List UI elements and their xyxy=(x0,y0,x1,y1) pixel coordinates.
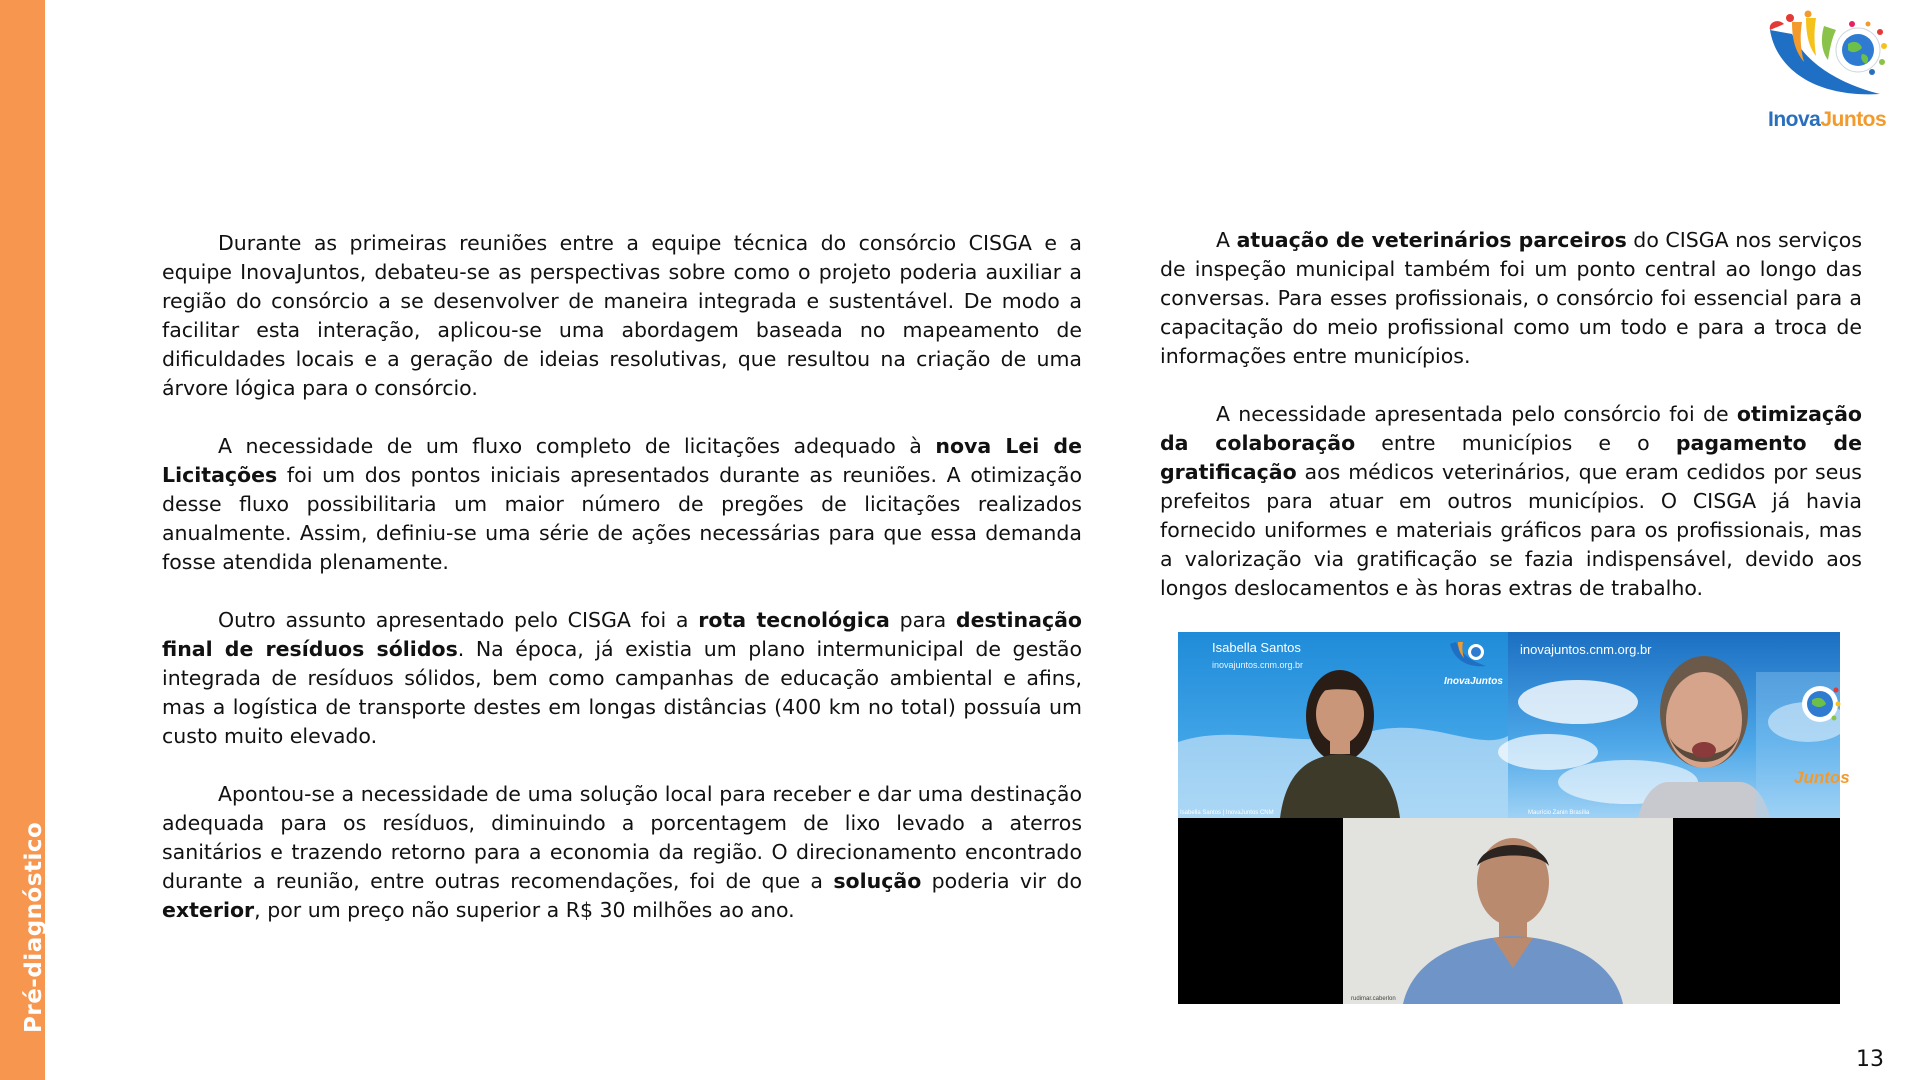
tile-logo-icon xyxy=(1796,680,1840,740)
text-run: , por um preço não superior a R$ 30 milhões ao ano. xyxy=(254,898,795,922)
paragraph xyxy=(1160,400,1862,603)
participant-name: Isabella Santos xyxy=(1212,640,1301,655)
page-number: 13 xyxy=(1856,1047,1884,1072)
participant-tile-mauricio xyxy=(1508,632,1850,818)
text-run: aos médicos veterinários, que eram cedidos por seus prefeitos para atuar em outros municípios. O CISGA já havia fornecido uniformes e materiais gráficos para os profissionais, mas a valorização via gratificação se fazia indispensável, devido aos longos deslocamentos e às horas extras de trabalho. xyxy=(1160,460,1862,600)
text-run: para xyxy=(889,608,956,632)
inovajuntos-logo xyxy=(1762,10,1912,135)
text-run: entre municípios e o xyxy=(1355,431,1676,455)
text-run: A necessidade apresentada pelo consórcio foi de xyxy=(1216,402,1737,426)
participant-caption: Maurício Zanin Brasília xyxy=(1528,810,1590,816)
text-run: Durante as primeiras reuniões entre a equipe técnica do consórcio CISGA e a equipe InovaJuntos, debateu-se as perspectivas sobre como o projeto poderia auxiliar a região do consórcio a se desenvolver de maneira integrada e sustentável. De modo a facilitar esta interação, aplicou-se uma abordagem baseada no mapeamento de dificuldades locais e a geração de ideias resolutivas, que resultou na criação de uma árvore lógica para o consórcio. xyxy=(162,231,1082,400)
bold-text: otimização da colaboração xyxy=(1160,402,1862,455)
logo-word-juntos: Juntos xyxy=(1820,108,1887,131)
participant-url: inovajuntos.cnm.org.br xyxy=(1520,642,1652,657)
text-run: Apontou-se a necessidade de uma solução local para receber e dar uma destinação adequada para os resíduos, diminuindo a porcentagem de lixo levado a aterros sanitários e trazendo retorno para a economia da região. O direcionamento encontrado durante a reunião, entre outras recomendações, foi de que a xyxy=(162,782,1082,893)
participant-illustration xyxy=(1508,632,1840,818)
bold-text: nova Lei de Licitações xyxy=(162,434,1082,487)
participant-caption: rudimar.caberlon xyxy=(1351,996,1396,1002)
sidebar-section-label: Pré-diagnóstico xyxy=(21,821,47,1033)
bold-text: destinação final de resíduos sólidos xyxy=(162,608,1083,661)
participant-url: inovajuntos.cnm.org.br xyxy=(1212,660,1304,670)
text-run: . Na época, já existia um plano intermunicipal de gestão integrada de resíduos sólidos, bem como campanhas de educação ambiental e afins, mas a logística de transporte destes em longas distâncias (400 km no total) possuía um custo muito elevado. xyxy=(162,637,1082,748)
logo-word-inova: Inova xyxy=(1768,108,1821,131)
bold-text: atuação de veterinários parceiros xyxy=(1236,228,1627,252)
text-run: poderia vir do xyxy=(921,869,1083,893)
tile-logo-text: InovaJuntos xyxy=(1444,676,1503,687)
text-run: do CISGA nos serviços de inspeção municipal também foi um ponto central ao longo das conversas. Para esses profissionais, o consórcio foi essencial para a capacitação do meio profissional como um todo e para a troca de informações entre municípios. xyxy=(1160,228,1862,368)
bold-text: pagamento de gratificação xyxy=(1160,431,1862,484)
bold-text: exterior xyxy=(162,898,255,922)
logo-wordmark xyxy=(1768,108,1886,132)
participant-tile-isabella xyxy=(1178,632,1508,818)
participant-illustration xyxy=(1343,818,1673,1004)
sidebar-band xyxy=(0,0,45,1080)
paragraph xyxy=(162,780,1082,925)
paragraph xyxy=(1160,226,1862,371)
text-run: Outro assunto apresentado pelo CISGA foi a xyxy=(218,608,699,632)
text-run: A xyxy=(1216,228,1237,252)
participant-tile-rudimar xyxy=(1343,818,1673,1004)
left-text-column xyxy=(162,229,1082,954)
paragraph xyxy=(162,606,1082,751)
participant-caption: Isabella Santos | InovaJuntos CNM xyxy=(1180,810,1274,816)
text-run: foi um dos pontos iniciais apresentados durante as reuniões. A otimização desse fluxo possibilitaria um maior número de pregões de licitações realizados anualmente. Assim, definiu-se uma série de ações necessárias para que essa demanda fosse atendida plenamente. xyxy=(162,463,1082,574)
bold-text: rota tecnológica xyxy=(698,608,890,632)
video-call-screenshot xyxy=(1178,632,1850,1004)
right-text-column xyxy=(1160,226,1862,632)
bold-text: solução xyxy=(833,869,922,893)
tile-logo-text: Juntos xyxy=(1794,768,1850,787)
text-run: A necessidade de um fluxo completo de licitações adequado à xyxy=(218,434,936,458)
paragraph xyxy=(162,432,1082,577)
paragraph xyxy=(162,229,1082,403)
tile-logo-icon xyxy=(1448,638,1488,674)
